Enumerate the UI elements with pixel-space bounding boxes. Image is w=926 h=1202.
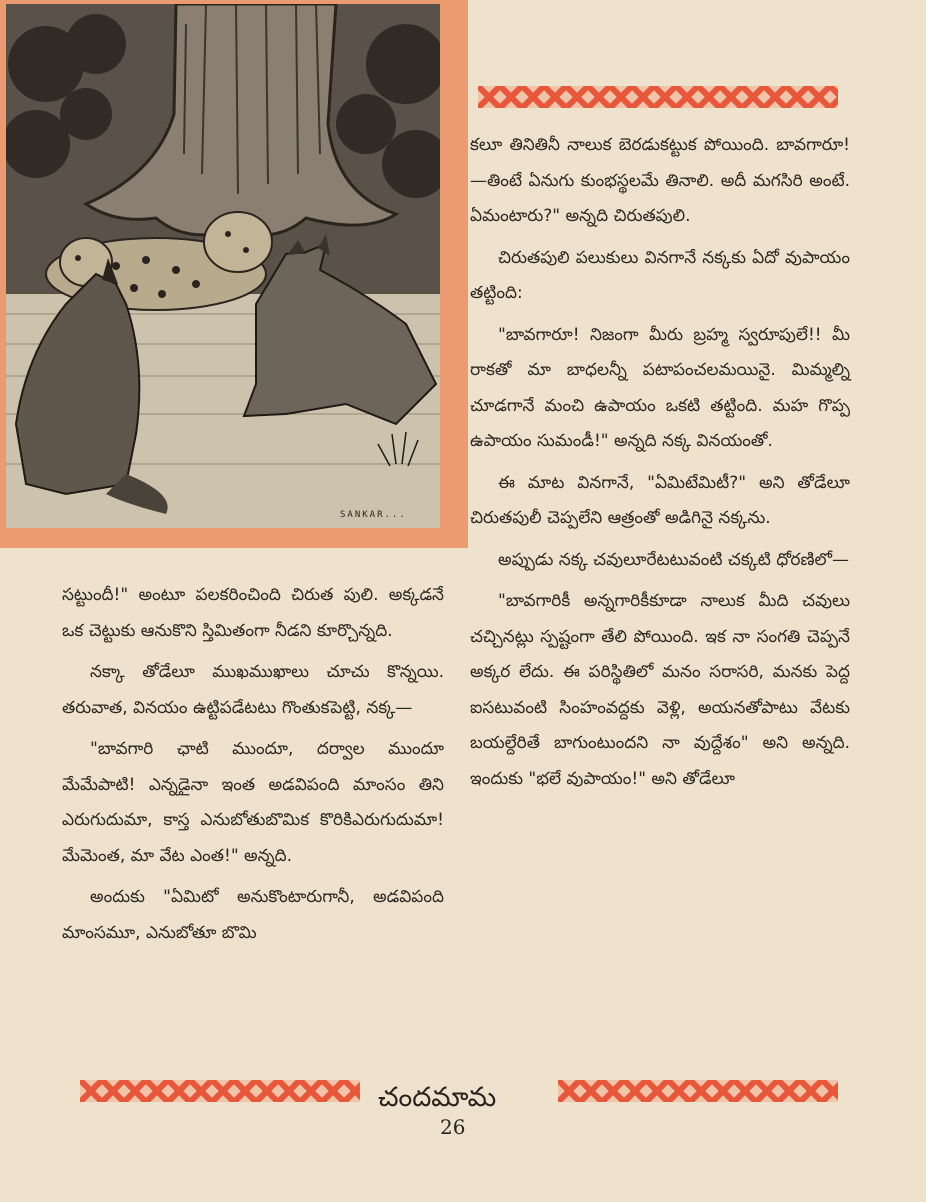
artist-signature: SANKAR... (340, 510, 407, 520)
magazine-title: చందమామ (378, 1082, 497, 1113)
paragraph: ఈ మాట వినగానే, "ఏమిటేమిటీ?" అని తోడేలూ చిరుతపులీ చెప్పలేని ఆత్రంతో అడిగినై నక్కను. (470, 472, 850, 528)
paragraph: "బావగారికీ అన్నగారికీకూడా నాలుక మీది చవులు చచ్చినట్లు స్పష్టంగా తేలి పోయింది. ఇక నా సంగతి చెప్పనే అక్కర లేదు. ఈ పరిస్థితిలో మనం సరాసరి, మనకు పెద్ద ఐసటువంటి సింహంవద్దకు వెళ్లి, అయనతోపాటు వేటకు బయల్దేరితే బాగుంటుందని నా వుద్దేశం" అని అన్నది. ఇందుకు "భలే వుపాయం!" అని తోడేలూ (470, 591, 850, 789)
paragraph: నక్కా తోడేలూ ముఖముఖాలు చూచు కొన్నయి. తరువాత, వినయం ఉట్టిపడేటటు గొంతుకపెట్టి, నక్క— (62, 662, 444, 718)
decorative-border-top (478, 86, 838, 108)
decorative-border-footer-right (558, 1080, 838, 1102)
page-number: 26 (440, 1115, 466, 1139)
paragraph: "బావగారి ఛాటి ముందూ, దర్వాల ముందూ మేమేపాటి! ఎన్నడైనా ఇంత అడవిపంది మాంసం తిని ఎరుగుదుమా, కాస్త ఎనుబోతుబొమిక కొరికిఎరుగుదుమా! మేమెంత, మా వేట ఎంత!" అన్నది. (62, 739, 444, 866)
paragraph: అందుకు "ఏమిటో అనుకొంటారుగానీ, అడవిపంది మాంసమూ, ఎనుబోతూ బొమి (62, 887, 444, 943)
illustration-frame (0, 0, 468, 548)
paragraph: చిరుతపులి పలుకులు వినగానే నక్కకు ఏదో వుపాయం తట్టింది: (470, 247, 850, 303)
paragraph: కలూ తినితినీ నాలుక బెరడుకట్టుక పోయింది. బావగారూ!—తింటే ఏనుగు కుంభస్థలమే తినాలి. అదీ మగసిరి అంటే. ఏమంటారు?" అన్నది చిరుతపులి. (470, 135, 850, 226)
decorative-border-footer-left (80, 1080, 360, 1102)
illustration-animals-in-forest (6, 4, 440, 528)
left-column-text (62, 578, 444, 957)
right-column-text (470, 128, 850, 803)
paragraph: అప్పుడు నక్క చవులూరేటటువంటి చక్కటి ధోరణిలో— (498, 549, 850, 570)
forest-illustration (6, 4, 440, 528)
paragraph: సట్టుందీ!" అంటూ పలకరించింది చిరుత పులి. అక్కడనే ఒక చెట్టుకు ఆనుకొని స్తిమితంగా నీడని కూర్చొన్నది. (62, 585, 444, 641)
paragraph: "బావగారూ! నిజంగా మీరు బ్రహ్మ స్వరూపులే!! మీ రాకతో మా బాధలన్నీ పటాపంచలమయినై. మిమ్మల్ని చూడగానే మంచి ఉపాయం ఒకటి తట్టింది. మహ గొప్ప ఉపాయం సుమండీ!" అన్నది నక్క వినయంతో. (470, 324, 850, 451)
